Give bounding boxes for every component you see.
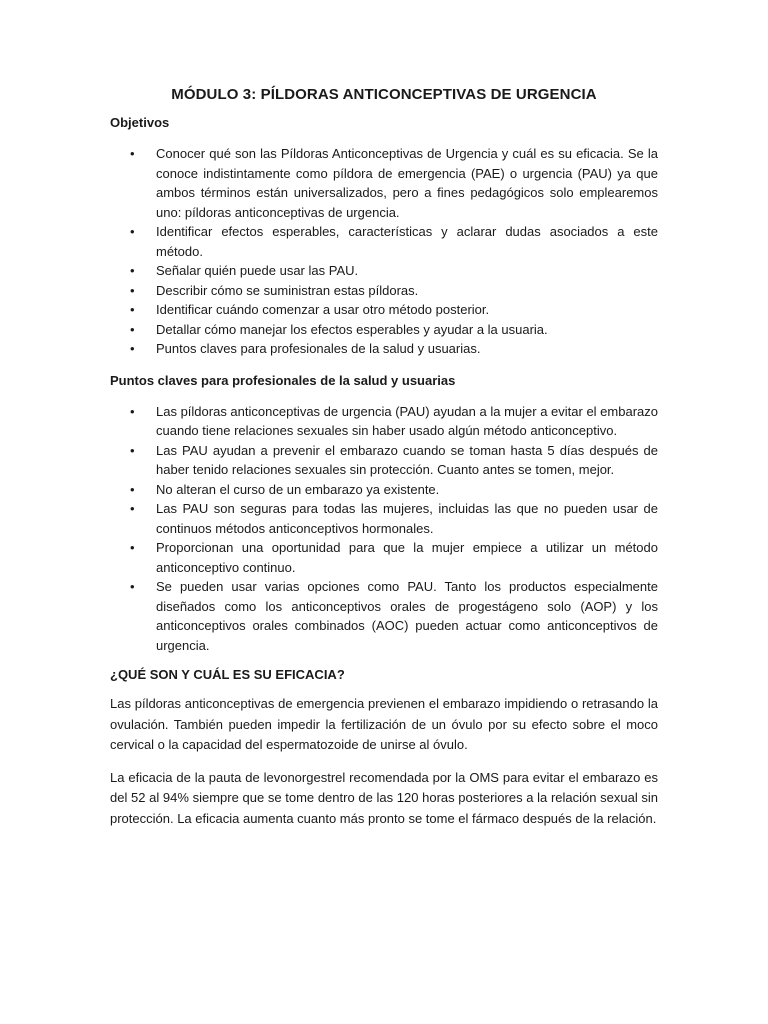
bullet-icon: • [130, 403, 135, 419]
list-item-text: Identificar efectos esperables, características y aclarar dudas asociados a este método. [156, 224, 658, 259]
list-item [110, 402, 658, 441]
bullet-icon: • [130, 579, 135, 594]
list-item [110, 261, 658, 281]
list-item-text: Conocer qué son las Píldoras Anticonceptivas de Urgencia y cuál es su eficacia. Se la conoce indistintamente como píldora de emergencia (PAE) o urgencia (PAU) ya que ambos términos están universalizados, pero a fines pedagógicos solo emplearemos uno: píldoras anticonceptivas de urgencia. [156, 146, 658, 220]
bullet-icon: • [130, 146, 135, 161]
list-item [110, 300, 658, 320]
list-item-text: Se pueden usar varias opciones como PAU. Tanto los productos especialmente diseñados como los anticonceptivos orales de progestágeno solo (AOP) y los anticonceptivos orales combinados (AOC) pueden actuar como anticonceptivos de urgencia. [156, 579, 658, 653]
list-item [110, 577, 658, 655]
objetivos-heading: Objetivos [110, 115, 170, 130]
list-item-text: Proporcionan una oportunidad para que la mujer empiece a utilizar un método anticonceptivo continuo. [156, 540, 658, 575]
list-item [110, 144, 658, 222]
bullet-icon: • [130, 442, 135, 458]
list-item-text: Puntos claves para profesionales de la salud y usuarias. [156, 341, 481, 356]
objetivos-list [110, 144, 658, 359]
document-page [110, 82, 658, 829]
bullet-icon: • [130, 224, 135, 239]
list-item-text: Detallar cómo manejar los efectos esperables y ayudar a la usuaria. [156, 321, 548, 337]
puntos-claves-heading: Puntos claves para profesionales de la salud y usuarias [110, 372, 456, 388]
eficacia-paragraph: Las píldoras anticonceptivas de emergencia previenen el embarazo impidiendo o retrasando la ovulación. También pueden impedir la fertilización de un óvulo por su efecto sobre el moco cervical o la capacidad del espermatozoide de unirse al óvulo. [110, 696, 658, 752]
list-item-text: Las píldoras anticonceptivas de urgencia (PAU) ayudan a la mujer a evitar el embarazo cuando tiene relaciones sexuales sin haber usado algún método anticonceptivo. [156, 403, 658, 438]
bullet-icon: • [130, 540, 135, 555]
list-item [110, 499, 658, 538]
list-item [110, 441, 658, 480]
bullet-icon: • [130, 282, 135, 298]
puntos-claves-list [110, 402, 658, 656]
bullet-icon: • [130, 302, 135, 317]
eficacia-heading: ¿QUÉ SON Y CUÁL ES SU EFICACIA? [110, 667, 345, 682]
list-item [110, 320, 658, 340]
list-item-text: No alteran el curso de un embarazo ya existente. [156, 481, 440, 497]
list-item [110, 281, 658, 301]
bullet-icon: • [130, 263, 135, 278]
list-item-text: Identificar cuándo comenzar a usar otro método posterior. [156, 302, 490, 317]
list-item [110, 339, 658, 359]
bullet-icon: • [130, 341, 135, 356]
list-item-text: Las PAU ayudan a prevenir el embarazo cuando se toman hasta 5 días después de haber tenido relaciones sexuales sin protección. Cuanto antes se tomen, mejor. [156, 442, 658, 477]
bullet-icon: • [130, 501, 135, 516]
document-title: MÓDULO 3: PÍLDORAS ANTICONCEPTIVAS DE URGENCIA [171, 86, 597, 103]
list-item-text: Señalar quién puede usar las PAU. [156, 263, 359, 278]
list-item-text: Las PAU son seguras para todas las mujeres, incluidas las que no pueden usar de continuos métodos anticonceptivos hormonales. [156, 501, 658, 536]
bullet-icon: • [130, 481, 135, 497]
eficacia-paragraph: La eficacia de la pauta de levonorgestrel recomendada por la OMS para evitar el embarazo es del 52 al 94% siempre que se tome dentro de las 120 horas posteriores a la relación sexual sin protección. La eficacia aumenta cuanto más pronto se tome el fármaco después de la relación. [110, 769, 658, 826]
list-item-text: Describir cómo se suministran estas píldoras. [156, 282, 419, 298]
list-item [110, 480, 658, 500]
bullet-icon: • [130, 321, 135, 337]
list-item [110, 222, 658, 261]
list-item [110, 538, 658, 577]
